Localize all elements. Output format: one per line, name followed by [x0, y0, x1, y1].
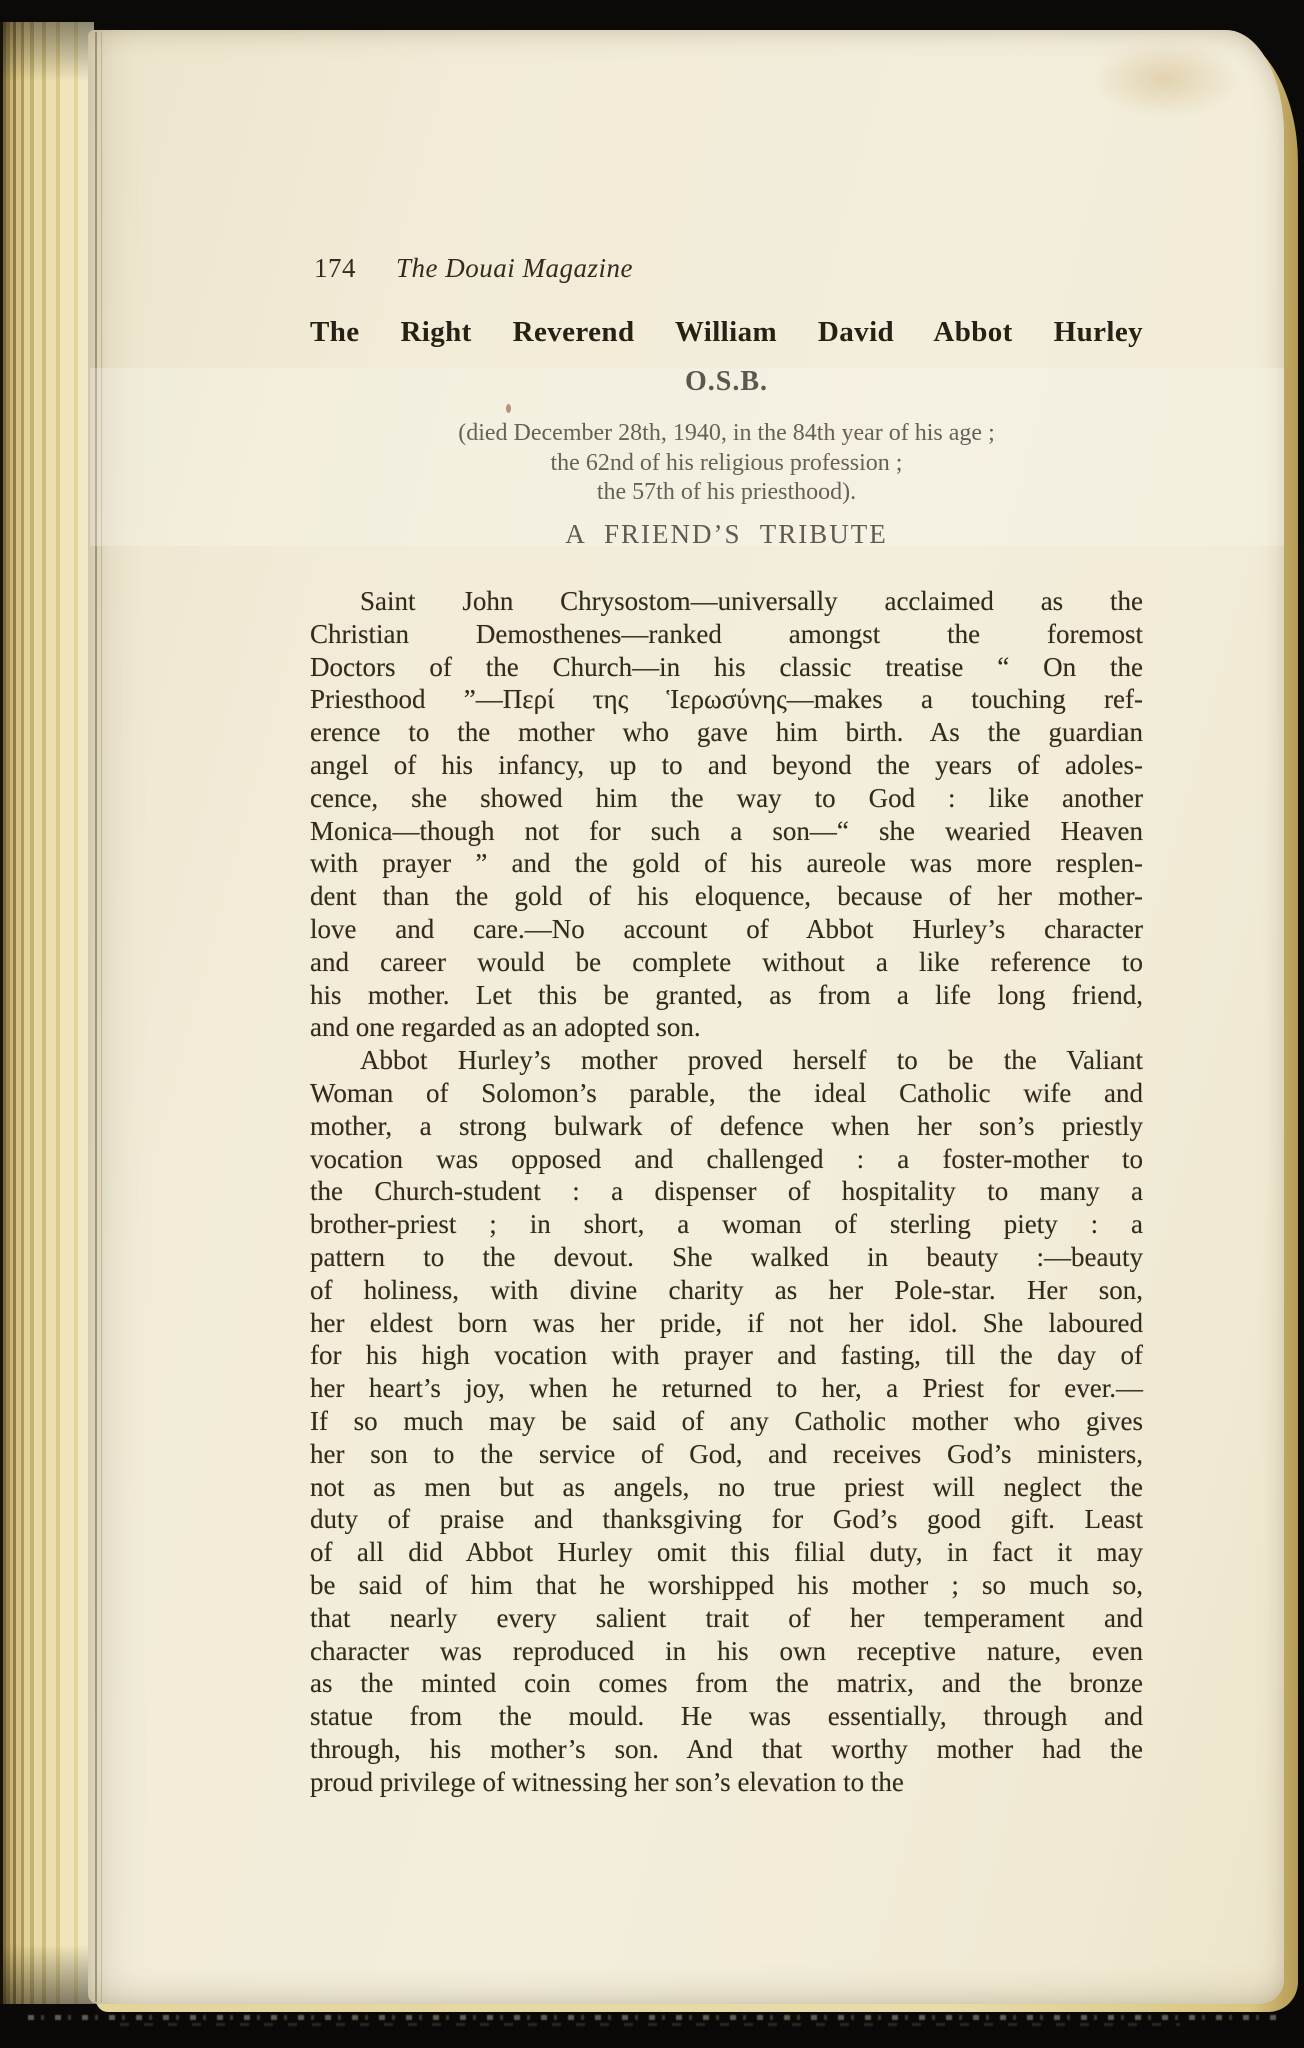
page-gutter-crease — [101, 32, 102, 2002]
book-bottom-edge-highlight — [28, 2015, 1278, 2020]
text-line: her heart’s joy, when he returned to her, a Priest for ever.— — [310, 1373, 1143, 1404]
text-line: Doctors of the Church—in his classic treatise “ On the — [310, 651, 1143, 682]
book-page-edges-left — [0, 22, 94, 2004]
text-line: her son to the service of God, and receives God’s ministers, — [310, 1438, 1143, 1469]
text-line: his mother. Let this be granted, as from a life long friend, — [310, 979, 1143, 1010]
text-line: of all did Abbot Hurley omit this filial duty, in fact it may — [310, 1537, 1143, 1568]
book-page — [88, 30, 1284, 2004]
paragraph — [310, 1044, 1143, 1798]
text-line: Christian Demosthenes—ranked amongst the foremost — [310, 618, 1143, 649]
book-bottom-edge-highlight — [120, 2023, 1180, 2026]
text-line: If so much may be said of any Catholic mother who gives — [310, 1405, 1143, 1436]
text-line: dent than the gold of his eloquence, because of her mother- — [310, 881, 1143, 912]
text-line: her eldest born was her pride, if not her idol. She laboured — [310, 1307, 1143, 1338]
text-line: Abbot Hurley’s mother proved herself to be the Valiant — [360, 1045, 1143, 1076]
text-line: character was reproduced in his own receptive nature, even — [310, 1635, 1143, 1666]
text-line: Saint John Chrysostom—universally acclaimed as the — [360, 586, 1143, 616]
text-line: love and care.—No account of Abbot Hurley’s character — [310, 913, 1143, 944]
paper-stain — [1090, 40, 1240, 118]
scan-light-band — [90, 368, 1284, 546]
text-line: Monica—though not for such a son—“ she wearied Heaven — [310, 815, 1143, 846]
body-paragraphs — [310, 585, 1143, 1798]
text-line: pattern to the devout. She walked in beauty :—beauty — [310, 1241, 1143, 1272]
text-line: not as men but as angels, no true priest will neglect the — [310, 1471, 1143, 1502]
text-line: through, his mother’s son. And that worthy mother had the — [310, 1733, 1143, 1764]
magazine-title: The Douai Magazine — [396, 253, 633, 283]
text-line: Priesthood ”—Περί της Ἱερωσύνης—makes a touching ref- — [310, 684, 1143, 715]
text-line: with prayer ” and the gold of his aureole was more resplen- — [310, 848, 1143, 879]
text-line: and career would be complete without a like reference to — [310, 946, 1143, 977]
text-line: erence to the mother who gave him birth. As the guardian — [310, 717, 1143, 748]
death-note-line: the 57th of his priesthood). — [596, 479, 857, 505]
text-line: duty of praise and thanksgiving for God’s good gift. Least — [310, 1504, 1143, 1535]
text-line: be said of him that he worshipped his mother ; so much so, — [310, 1569, 1143, 1600]
text-line: cence, she showed him the way to God : like another — [310, 782, 1143, 813]
paragraph — [310, 585, 1143, 1044]
text-line: vocation was opposed and challenged : a foster-mother to — [310, 1143, 1143, 1174]
text-line: statue from the mould. He was essentially, through and — [310, 1701, 1143, 1732]
death-note-line: (died December 28th, 1940, in the 84th year of his age ; — [458, 420, 995, 446]
section-heading: A FRIEND’S TRIBUTE — [565, 519, 888, 549]
paper-speck — [506, 404, 511, 413]
article-title: The Right Reverend William David Abbot Hurley — [310, 316, 1143, 348]
text-line: brother-priest ; in short, a woman of sterling piety : a — [310, 1209, 1143, 1240]
page-number: 174 — [314, 253, 356, 283]
text-line: of holiness, with divine charity as her Pole-star. Her son, — [310, 1274, 1143, 1305]
text-line: mother, a strong bulwark of defence when her son’s priestly — [310, 1110, 1143, 1141]
text-line: and one regarded as an adopted son. — [310, 1012, 701, 1043]
text-line: angel of his infancy, up to and beyond the years of adoles- — [310, 749, 1143, 780]
text-line: proud privilege of witnessing her son’s elevation to the — [310, 1766, 904, 1797]
text-line: Woman of Solomon’s parable, the ideal Catholic wife and — [310, 1077, 1143, 1108]
death-note-line: the 62nd of his religious profession ; — [550, 449, 903, 476]
running-head — [314, 253, 633, 284]
text-line: that nearly every salient trait of her temperament and — [310, 1602, 1143, 1633]
text-line: for his high vocation with prayer and fasting, till the day of — [310, 1340, 1143, 1371]
text-line: the Church-student : a dispenser of hospitality to many a — [310, 1176, 1143, 1207]
page-gutter-crease — [95, 32, 97, 2002]
text-line: as the minted coin comes from the matrix, and the bronze — [310, 1668, 1143, 1699]
article-title-osb: O.S.B. — [684, 366, 769, 397]
